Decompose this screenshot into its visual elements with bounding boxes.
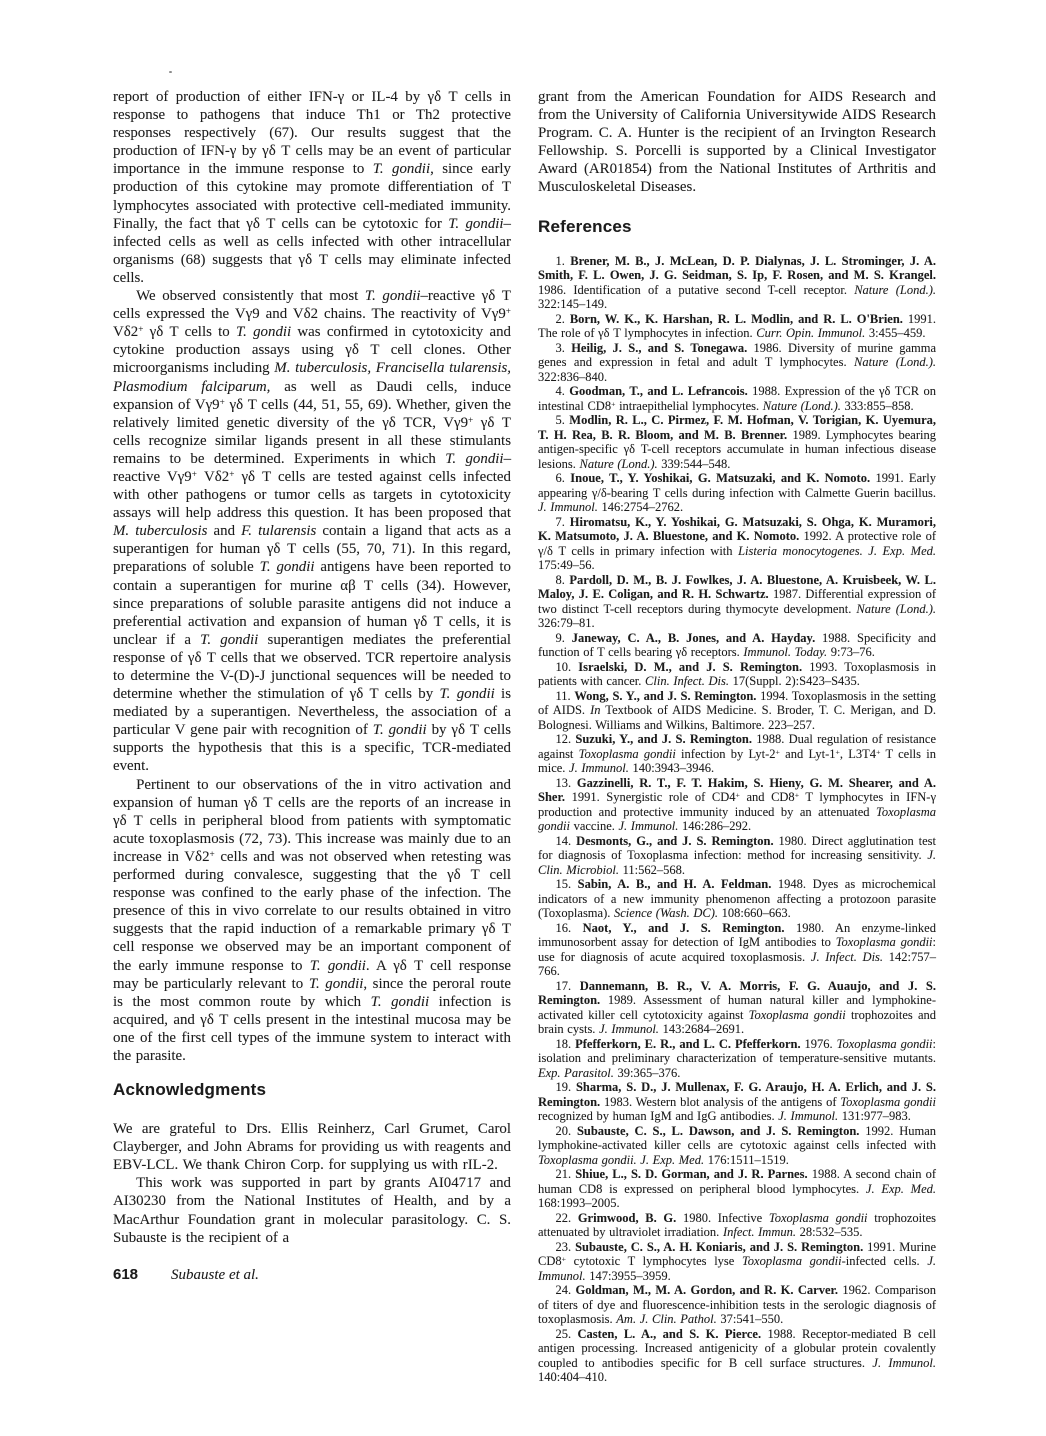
discussion-paragraph: Pertinent to our observations of the in vitro activation and expansion of human γδ T cells are the reports of an increase in γδ T cells in peripheral blood from patients with symptomatic acute toxoplasmosis (72, 73). This increase was mainly due to an increase in Vδ2+ cells and was not observed when retesting was performed during convalesce, suggesting that the γδ T cell response was confined to the early phase of the infection. The presence of this in vivo correlate to our results obtained in vitro suggests that the rapid induction of a remarkable primary γδ T cell response we observed may be an important component of the early immune response to T. gondii. A γδ T cell response may be particularly relevant to T. gondii, since the peroral route is the most common route by which T. gondii infection is acquired, and γδ T cells present in the intestinal mucosa may be one of the first cell types of the immune system to interact with the parasite. <box>113 776 512 1064</box>
reference-entry: 23. Subauste, C. S., A. H. Koniaris, and J. S. Remington. 1991. Murine CD8+ cytotoxic T lymphocytes lyse Toxoplasma gondii-infected cells. J. Immunol. 147:3955–3959. <box>538 1239 937 1283</box>
reference-entry: 4. Goodman, T., and L. Lefrancois. 1988. Expression of the γδ TCR on intestinal CD8+ intraepithelial lymphocytes. Nature (Lond.). 333:855–858. <box>538 384 936 413</box>
reference-entry: 3. Heilig, J. S., and S. Tonegawa. 1986. Diversity of murine gamma genes and expression in fetal and adult T lymphocytes. Nature (Lond.). 322:836–840. <box>538 340 936 384</box>
reference-entry: 15. Sabin, A. B., and H. A. Feldman. 1948. Dyes as microchemical indicators of a new immunity phenomenon affecting a protozoon parasite (Toxoplasma). Science (Wash. DC). 108:660–663. <box>538 877 936 921</box>
reference-entry: 1. Brener, M. B., J. McLean, D. P. Dialynas, J. L. Strominger, J. A. Smith, F. L. Owen, J. G. Seidman, S. Ip, F. Rosen, and M. S. Krangel. 1986. Identification of a putative second T-cell receptor. Nature (Lond.). 322:145–149. <box>538 253 937 312</box>
reference-entry: 24. Goldman, M., M. A. Gordon, and R. K. Carver. 1962. Comparison of titers of dye and fluorescence-inhibition tests in the serologic diagnosis of toxoplasmosis. Am. J. Clin. Pathol. 37:541–550. <box>538 1283 936 1327</box>
acknowledgments-continuation <box>538 88 936 197</box>
page-footer <box>113 1266 259 1284</box>
references-list <box>538 254 936 1385</box>
acknowledgments-paragraph: We are grateful to Drs. Ellis Reinherz, Carl Grumet, Carol Clayberger, and John Abrams for providing us with reagents and EBV-LCL. We thank Chiron Corp. for supplying us with rIL-2. <box>113 1121 511 1174</box>
left-column <box>113 88 511 1385</box>
right-column <box>538 88 936 1385</box>
reference-entry: 12. Suzuki, Y., and J. S. Remington. 1988. Dual regulation of resistance against Toxoplasma gondii infection by Lyt-2+ and Lyt-1+, L3T4+ T cells in mice. J. Immunol. 140:3943–3946. <box>538 732 936 776</box>
reference-entry: 10. Israelski, D. M., and J. S. Remington. 1993. Toxoplasmosis in patients with cancer. Clin. Infect. Dis. 17(Suppl. 2):S423–S435. <box>538 659 937 689</box>
reference-entry: 8. Pardoll, D. M., B. J. Fowlkes, J. A. Bluestone, A. Kruisbeek, W. L. Maloy, J. E. Coligan, and R. H. Schwartz. 1987. Differential expression of two distinct T-cell receptors during thymocyte development. Nature (Lond.). 326:79–81. <box>538 572 937 631</box>
reference-entry: 14. Desmonts, G., and J. S. Remington. 1980. Direct agglutination test for diagnosis of Toxoplasma infection: method for increasing sensitivity. J. Clin. Microbiol. 11:562–568. <box>538 833 937 877</box>
reference-entry: 6. Inoue, T., Y. Yoshikai, G. Matsuzaki, and K. Nomoto. 1991. Early appearing γ/δ-bearing T cells during infection with Calmette Guerin bacillus. J. Immunol. 146:2754–2762. <box>538 471 937 515</box>
acknowledgments-continuation-paragraph: grant from the American Foundation for AIDS Research and from the University of California Universitywide AIDS Research Program. C. A. Hunter is the recipient of an Irvington Research Fellowship. S. Porcelli is supported by a Clinical Investigator Award (AR01854) from the National Institutes of Arthritis and Musculoskeletal Diseases. <box>538 89 936 196</box>
reference-entry: 2. Born, W. K., K. Harshan, R. L. Modlin, and R. L. O'Brien. 1991. The role of γδ T lymphocytes in infection. Curr. Opin. Immunol. 3:455–459. <box>538 311 937 341</box>
reference-entry: 16. Naot, Y., and J. S. Remington. 1980. An enzyme-linked immunosorbent assay for detection of IgM antibodies to Toxoplasma gondii: use for diagnosis of acute acquired toxoplasmosis. J. Infect. Dis. 142:757–766. <box>538 920 936 979</box>
reference-entry: 18. Pfefferkorn, E. R., and L. C. Pfefferkorn. 1976. Toxoplasma gondii: isolation and preliminary characterization of temperature-sensitive mutants. Exp. Parasitol. 39:365–376. <box>538 1036 937 1080</box>
reference-entry: 19. Sharma, S. D., J. Mullenax, F. G. Araujo, H. A. Erlich, and J. S. Remington. 1983. Western blot analysis of the antigens of Toxoplasma gondii recognized by human IgM and IgG antibodies. J. Immunol. 131:977–983. <box>538 1080 937 1124</box>
reference-entry: 25. Casten, L. A., and S. K. Pierce. 1988. Receptor-mediated B cell antigen processing. Increased antigenicity of a globular protein covalently coupled to antibodies specific for B cell surface structures. J. Immunol. 140:404–410. <box>538 1326 936 1385</box>
references-heading: References <box>538 216 632 236</box>
discussion-paragraph: report of production of either IFN-γ or IL-4 by γδ T cells in response to pathogens that induce Th1 or Th2 protective responses respectively (67). Our results suggest that the production of IFN-γ by γδ T cells may be an event of particular importance in the immune response to T. gondii, since early production of this cytokine may promote differentiation of T lymphocytes associated with protective cell-mediated immunity. Finally, the fact that γδ T cells can be cytotoxic for T. gondii–infected cells as well as cells infected with other intracellular organisms (68) suggests that γδ T cells may eliminate infected cells. <box>113 89 511 286</box>
reference-entry: 17. Dannemann, B. R., V. A. Morris, F. G. Auaujo, and J. S. Remington. 1989. Assessment of human natural killer and lymphokine-activated killer cell cytotoxicity against Toxoplasma gondii trophozoites and brain cysts. J. Immunol. 143:2684–2691. <box>538 978 937 1037</box>
page-body <box>113 88 936 1385</box>
reference-entry: 9. Janeway, C. A., B. Jones, and A. Hayday. 1988. Specificity and function of T cells bearing γδ receptors. Immunol. Today. 9:73–76. <box>538 630 937 660</box>
reference-entry: 20. Subauste, C. S., L. Dawson, and J. S. Remington. 1992. Human lymphokine-activated killer cells are cytotoxic against cells infected with Toxoplasma gondii. J. Exp. Med. 176:1511–1519. <box>538 1123 936 1167</box>
discussion-paragraphs <box>113 88 511 1065</box>
reference-entry: 22. Grimwood, B. G. 1980. Infective Toxoplasma gondii trophozoites attenuated by ultraviolet irradiation. Infect. Immun. 28:532–535. <box>538 1210 937 1240</box>
acknowledgments-paragraphs <box>113 1120 511 1247</box>
reference-entry: 13. Gazzinelli, R. T., F. T. Hakim, S. Hieny, G. M. Shearer, and A. Sher. 1991. Synergistic role of CD4+ and CD8+ T lymphocytes in IFN-γ production and protective immunity induced by an attenuated Toxoplasma gondii vaccine. J. Immunol. 146:286–292. <box>538 775 936 834</box>
reference-entry: 21. Shiue, L., S. D. Gorman, and J. R. Parnes. 1988. A second chain of human CD8 is expressed on peripheral blood lymphocytes. J. Exp. Med. 168:1993–2005. <box>538 1167 937 1211</box>
running-authors: Subauste et al. <box>171 1267 259 1283</box>
acknowledgments-paragraph: This work was supported in part by grants AI04717 and AI30230 from the National Institutes of Health, and by a MacArthur Foundation grant in molecular parasitology. C. S. Subauste is the recipient of a <box>113 1175 511 1246</box>
reference-entry: 7. Hiromatsu, K., Y. Yoshikai, G. Matsuzaki, S. Ohga, K. Muramori, K. Matsumoto, J. A. Bluestone, and K. Nomoto. 1992. A protective role of γ/δ T cells in primary infection with Listeria monocytogenes. J. Exp. Med. 175:49–56. <box>538 514 936 573</box>
scan-artifact-dot <box>169 71 172 73</box>
discussion-paragraph: We observed consistently that most T. gondii–reactive γδ T cells expressed the Vγ9 and Vδ2 chains. The reactivity of Vγ9+ Vδ2+ γδ T cells to T. gondii was confirmed in cytotoxicity and cytokine production assays using γδ T cell clones. Other microorganisms including M. tuberculosis, Francisella tularensis, Plasmodium falciparum, as well as Daudi cells, induce expansion of Vγ9+ γδ T cells (44, 51, 55, 69). Whether, given the relatively limited genetic diversity of the γδ TCR, Vγ9+ γδ T cells recognize similar ligands present in all these stimulants remains to be determined. Experiments in which T. gondii–reactive Vγ9+ Vδ2+ γδ T cells are tested against cells infected with other pathogens or tumor cells as targets in cytotoxicity assays will help address this question. It has been proposed that M. tuberculosis and F. tularensis contain a ligand that acts as a superantigen for human γδ T cells (55, 70, 71). In this regard, preparations of soluble T. gondii antigens have been reported to contain a superantigen for murine αβ T cells (34). However, since preparations of soluble parasite antigens did not induce a preferential activation and expansion of human γδ T cells, it is unclear if a T. gondii superantigen mediates the preferential response of γδ T cells that we observed. TCR repertoire analysis to determine the V-(D)-J junctional sequences will be needed to determine whether the stimulation of γδ T cells by T. gondii is mediated by a superantigen. Nevertheless, the association of a particular V gene pair with recognition of T. gondii by γδ T cells supports the hypothesis that this is a specific, TCR-mediated event. <box>113 288 512 775</box>
reference-entry: 11. Wong, S. Y., and J. S. Remington. 1994. Toxoplasmosis in the setting of AIDS. In Textbook of AIDS Medicine. S. Broder, T. C. Merigan, and D. Bolognesi. Williams and Wilkins, Baltimore. 223–257. <box>538 688 936 732</box>
reference-entry: 5. Modlin, R. L., C. Pirmez, F. M. Hofman, V. Torigian, K. Uyemura, T. H. Rea, B. R. Bloom, and M. B. Brenner. 1989. Lymphocytes bearing antigen-specific γδ T-cell receptors accumulate in human infectious disease lesions. Nature (Lond.). 339:544–548. <box>538 413 936 471</box>
acknowledgments-heading: Acknowledgments <box>113 1080 267 1100</box>
page-number: 618 <box>113 1266 139 1283</box>
